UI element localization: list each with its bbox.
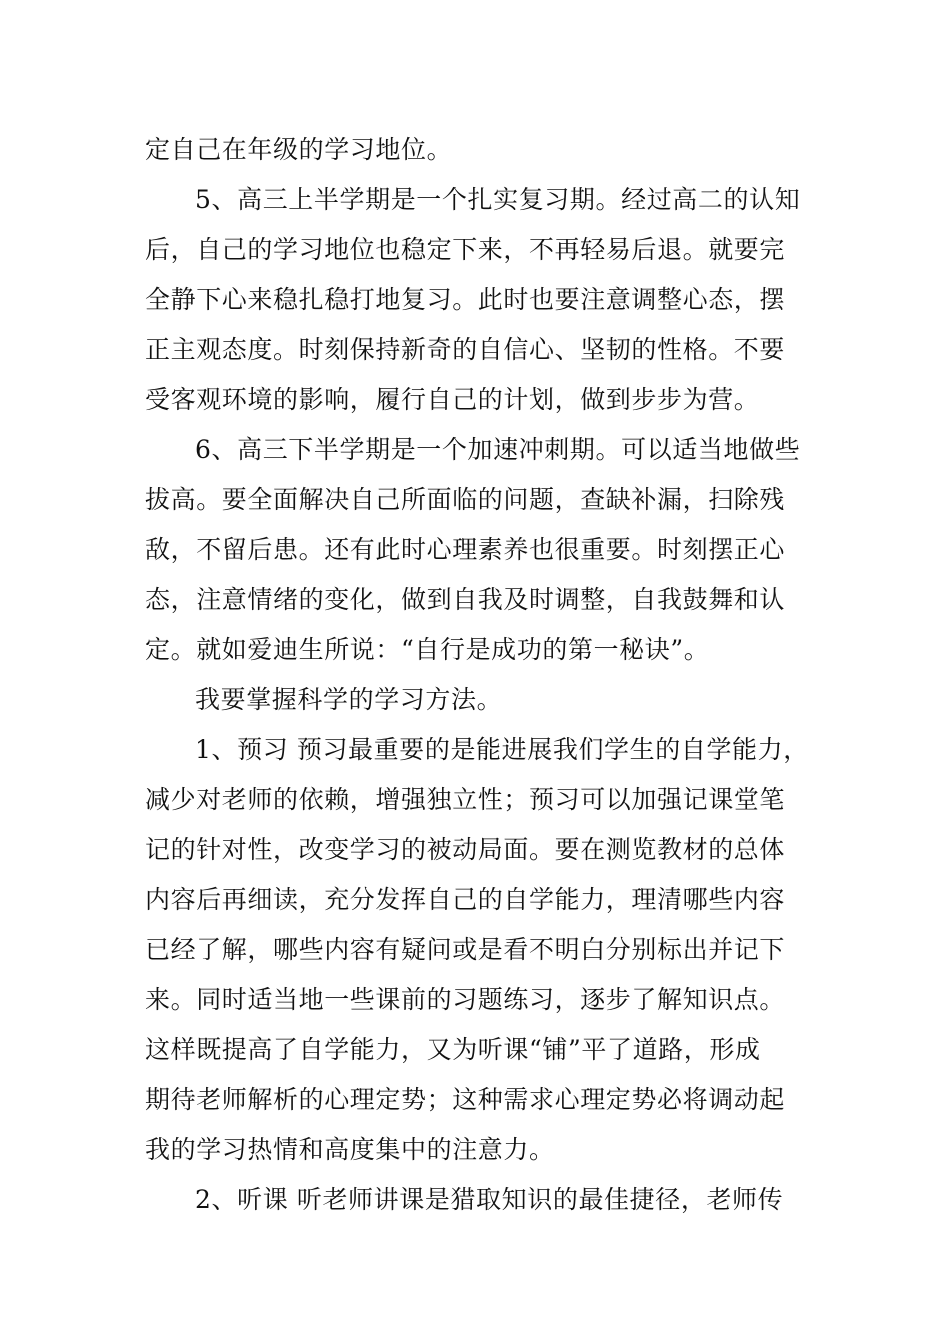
- text-line-7: 6、高三下半学期是一个加速冲刺期。可以适当地做些: [195, 435, 801, 464]
- text-line-3: 后，自己的学习地位也稳定下来，不再轻易后退。就要完: [145, 235, 786, 264]
- text-line-10: 态，注意情绪的变化，做到自我及时调整，自我鼓舞和认: [145, 585, 786, 614]
- text-line-4: 全静下心来稳扎稳打地复习。此时也要注意调整心态，摆: [145, 285, 786, 314]
- text-line-22: 2、听课 听老师讲课是猎取知识的最佳捷径，老师传: [195, 1185, 784, 1214]
- text-line-12: 我要掌握科学的学习方法。: [195, 685, 503, 714]
- text-line-5: 正主观态度。时刻保持新奇的自信心、坚韧的性格。不要: [145, 335, 786, 364]
- text-line-1: 定自己在年级的学习地位。: [145, 135, 453, 164]
- text-line-16: 内容后再细读，充分发挥自己的自学能力，理清哪些内容: [145, 885, 786, 914]
- text-line-14: 减少对老师的依赖，增强独立性；预习可以加强记课堂笔: [145, 785, 786, 814]
- text-line-2: 5、高三上半学期是一个扎实复习期。经过高二的认知: [195, 185, 801, 214]
- text-line-20: 期待老师解析的心理定势；这种需求心理定势必将调动起: [145, 1085, 786, 1114]
- text-line-15: 记的针对性，改变学习的被动局面。要在测览教材的总体: [145, 835, 786, 864]
- text-line-8: 拔高。要全面解决自己所面临的问题，查缺补漏，扫除残: [145, 485, 786, 514]
- text-line-21: 我的学习热情和高度集中的注意力。: [145, 1135, 555, 1164]
- text-line-13: 1、预习 预习最重要的是能进展我们学生的自学能力，: [195, 735, 809, 764]
- text-line-18: 来。同时适当地一些课前的习题练习，逐步了解知识点。: [145, 985, 786, 1014]
- text-line-9: 敌，不留后患。还有此时心理素养也很重要。时刻摆正心: [145, 535, 786, 564]
- text-line-11: 定。就如爱迪生所说：“自行是成功的第一秘诀”。: [145, 635, 710, 664]
- text-line-17: 已经了解，哪些内容有疑问或是看不明白分别标出并记下: [145, 935, 786, 964]
- text-line-19: 这样既提高了自学能力，又为听课“铺”平了道路，形成: [145, 1035, 761, 1064]
- text-line-6: 受客观环境的影响，履行自己的计划，做到步步为营。: [145, 385, 760, 414]
